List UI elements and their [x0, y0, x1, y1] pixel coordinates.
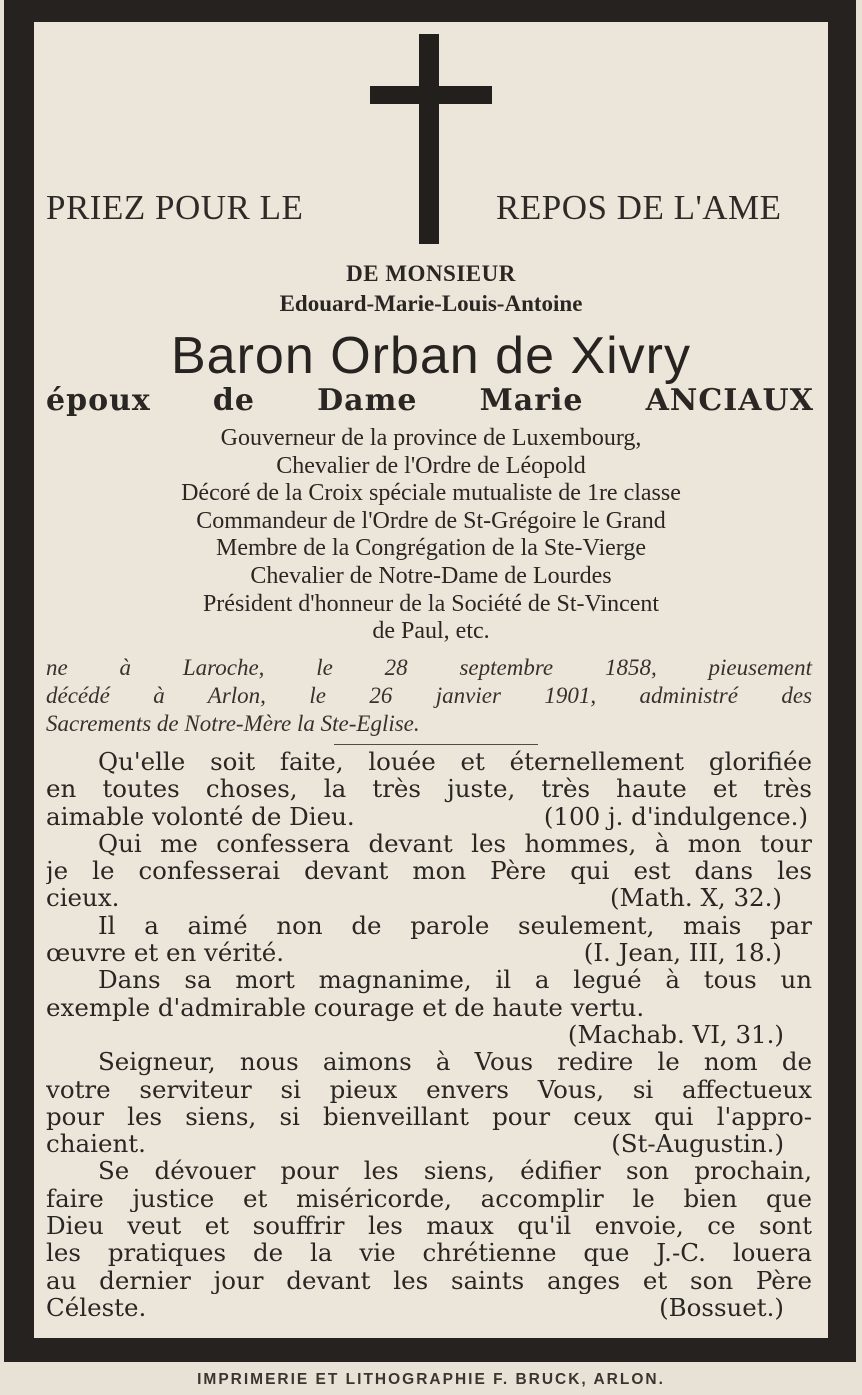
- prayer-text: chaient.: [46, 1130, 146, 1158]
- prayer-line: [46, 884, 812, 911]
- title-line: Président d'honneur de la Société de St-Vincent: [202, 590, 660, 617]
- prayer-reference: (Bossuet.): [659, 1293, 784, 1322]
- de-monsieur: DE MONSIEUR: [346, 261, 516, 286]
- pray-left-text: PRIEZ POUR LE: [46, 188, 304, 227]
- spouse-word: Marie: [479, 383, 584, 418]
- deceased-name: Baron Orban de Xivry: [170, 327, 692, 385]
- prayer-text: aimable volonté de Dieu.: [46, 802, 355, 830]
- prayer-line: [46, 1130, 812, 1157]
- prayer-line: Dieu veut et souffrir les maux qu'il envoie, ce sont: [46, 1212, 812, 1240]
- prayer-line: en toutes choses, la très juste, très haute et très: [46, 775, 812, 803]
- prayer-line: exemple d'admirable courage et de haute vertu.: [46, 993, 645, 1021]
- prayer-line: faire justice et miséricorde, accomplir le bien que: [46, 1184, 812, 1213]
- prayer-text: cieux.: [46, 884, 120, 912]
- spouse-line: [46, 383, 814, 418]
- spouse-word: Dame: [317, 383, 418, 418]
- first-names: Edouard-Marie-Louis-Antoine: [279, 291, 583, 316]
- prayer-text: œuvre et en vérité.: [46, 939, 285, 967]
- prayer-line: votre serviteur si pieux envers Vous, si affectueux: [46, 1075, 812, 1103]
- prayer-line: Se dévouer pour les siens, édifier son prochain,: [98, 1157, 812, 1185]
- cross-icon-bar: [370, 86, 492, 104]
- prayer-text: Céleste.: [46, 1293, 147, 1322]
- death-line: décédé à Arlon, le 26 janvier 1901, administré des: [46, 683, 812, 708]
- prayer-reference: (St-Augustin.): [611, 1130, 784, 1158]
- prayer-line: [46, 939, 812, 966]
- prayer-line: les pratiques de la vie chrétienne que J.-C. louera: [46, 1239, 812, 1267]
- title-line: Chevalier de Notre-Dame de Lourdes: [250, 562, 612, 589]
- title-line: Décoré de la Croix spéciale mutualiste de 1re classe: [181, 480, 681, 507]
- prayer-line: Qu'elle soit faite, louée et éternellement glorifiée: [98, 748, 812, 776]
- divider: [334, 744, 538, 745]
- title-line: Commandeur de l'Ordre de St-Grégoire le Grand: [196, 507, 666, 534]
- birth-death-text: [46, 654, 812, 738]
- printer-imprint: IMPRIMERIE ET LITHOGRAPHIE F. BRUCK, ARLON.: [197, 1371, 665, 1388]
- titles-list: [36, 425, 826, 646]
- prayer-line: Dans sa mort magnanime, il a legué à tous un: [98, 966, 812, 994]
- prayer-line: Il a aimé non de parole seulement, mais par: [98, 911, 812, 940]
- prayer-reference: (Machab. VI, 31.): [567, 1020, 784, 1049]
- prayer-line: pour les siens, si bienveillant pour ceux qui l'appro-: [46, 1102, 812, 1131]
- prayers-section: [46, 748, 812, 1321]
- spouse-word: ANCIAUX: [645, 383, 814, 418]
- prayer-line: Seigneur, nous aimons à Vous redire le nom de: [98, 1048, 812, 1076]
- birth-line: ne à Laroche, le 28 septembre 1858, pieusement: [46, 655, 812, 680]
- title-line: Chevalier de l'Ordre de Léopold: [276, 452, 586, 479]
- title-line: Membre de la Congrégation de la Ste-Vierge: [216, 535, 646, 562]
- title-line: de Paul, etc.: [372, 618, 490, 645]
- spouse-word: époux: [46, 383, 151, 418]
- prayer-line: [46, 803, 812, 830]
- prayer-line: au dernier jour devant les saints anges et son Père: [46, 1266, 812, 1294]
- prayer-line: Qui me confessera devant les hommes, à mon tour: [98, 829, 812, 858]
- prayer-line: je le confesserai devant mon Père qui est dans les: [46, 857, 812, 885]
- title-line: Gouverneur de la province de Luxembourg,: [220, 425, 642, 451]
- prayer-reference: (I. Jean, III, 18.): [583, 939, 782, 967]
- spouse-word: de: [212, 383, 255, 418]
- prayer-reference: (100 j. d'indulgence.): [543, 802, 808, 830]
- sacraments-line: Sacrements de Notre-Mère la Ste-Eglise.: [46, 711, 420, 736]
- prayer-reference: (Math. X, 32.): [610, 884, 782, 912]
- cross-icon: [419, 34, 439, 244]
- pray-right-text: REPOS DE L'AME: [496, 188, 782, 227]
- prayer-line: [46, 1294, 812, 1321]
